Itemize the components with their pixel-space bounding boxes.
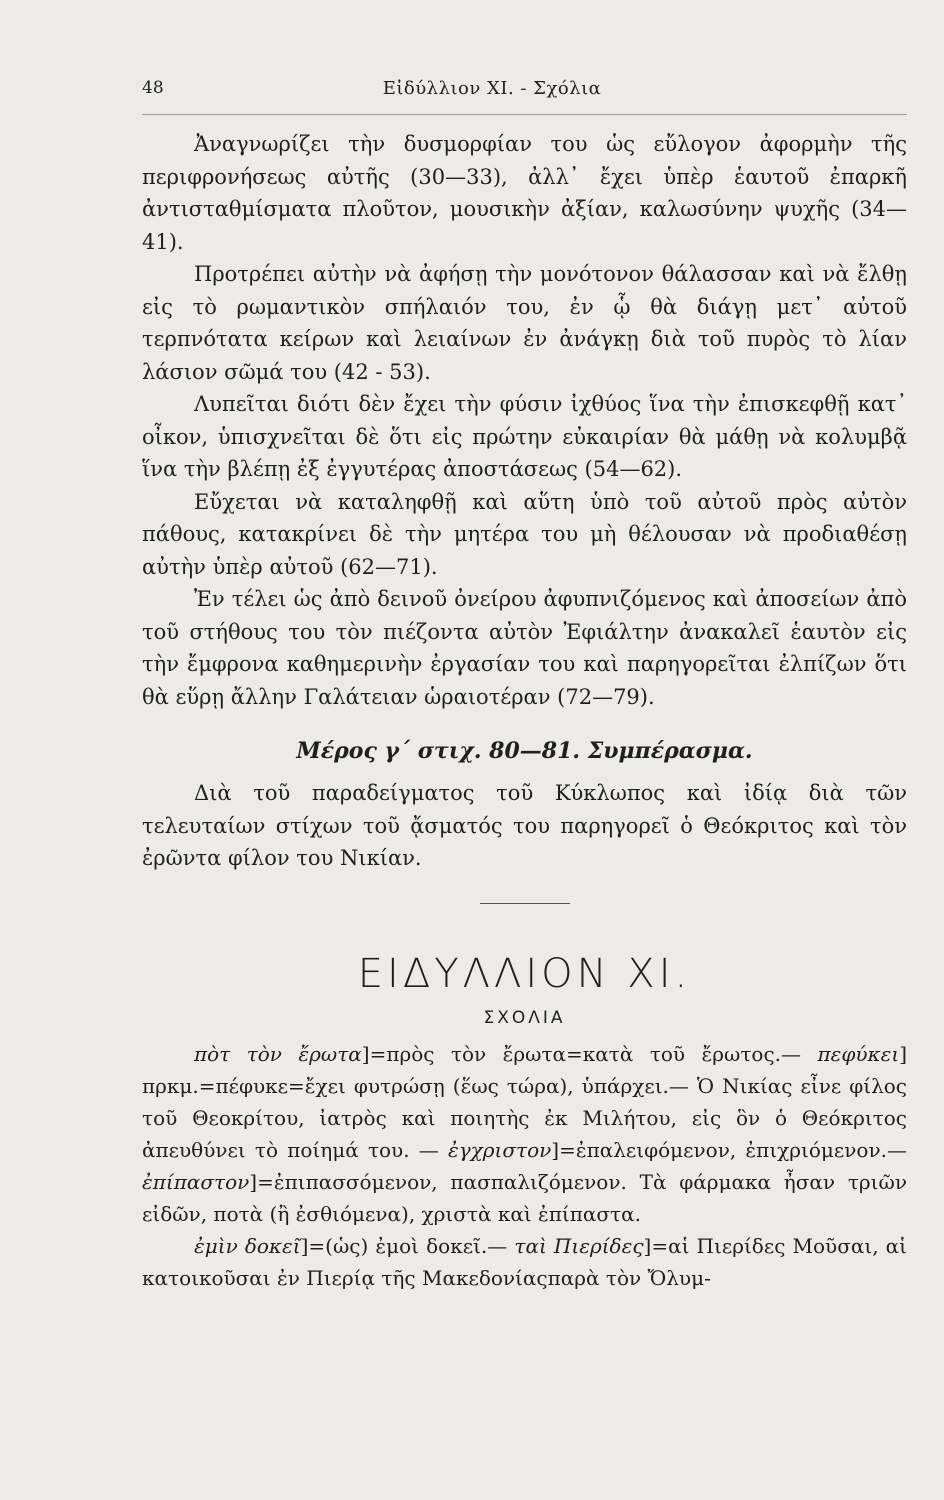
conclusion-paragraph: Διὰ τοῦ παραδείγματος τοῦ Κύκλωπος καὶ ἰδίᾳ διὰ τῶν τελευταίων στίχων τοῦ ᾄσματός του παρηγορεῖ ὁ Θεόκριτος καὶ τὸν ἐρῶντα φίλον του Νικίαν. <box>142 781 907 870</box>
summary-paragraph: Εὔχεται νὰ καταληφθῇ καὶ αὕτη ὑπὸ τοῦ αὐτοῦ πρὸς αὐτὸν πάθους, κατακρίνει δὲ τὴν μητέρα του μὴ θέλουσαν νὰ προδιαθέσῃ αὐτὴν ὑπὲρ αὐτοῦ (62—71). <box>142 489 907 579</box>
lemma-term: ταὶ Πιερίδες <box>514 1233 644 1258</box>
summary-paragraph: Ἀναγνωρίζει τὴν δυσμορφίαν του ὡς εὔλογον ἀφορμὴν τῆς περιφρονήσεως αὐτῆς (30—33), ἀλλ᾽ ἔχει ὑπὲρ ἑαυτοῦ ἐπαρκῆ ἀντισταθμίσματα πλοῦτον, μουσικὴν ἀξίαν, καλωσύνην ψυχῆς (34—41). <box>142 132 907 254</box>
page-header <box>142 78 842 104</box>
idyll-title: ΕΙΔΥΛΛΙΟΝ ΧΙ. <box>357 950 692 997</box>
summary-paragraph: Λυπεῖται διότι δὲν ἔχει τὴν φύσιν ἰχθύος ἵνα τὴν ἐπισκεφθῇ κατ᾽ οἶκον, ὑπισχνεῖται δὲ ὅτι εἰς πρώτην εὐκαιρίαν θὰ μάθῃ νὰ κολυμβᾷ ἵνα τὴν βλέπῃ ἐξ ἐγγυτέρας ἀποστάσεως (54—62). <box>142 392 907 481</box>
summary-paragraph: Προτρέπει αὐτὴν νὰ ἀφήσῃ τὴν μονότονον θάλασσαν καὶ νὰ ἔλθῃ εἰς τὸ ρωμαντικὸν σπήλαιόν του, ἐν ᾧ θὰ διάγῃ μετ᾽ αὐτοῦ τερπνότατα κείρων καὶ λειαίνων ἐν ἀνάγκῃ διὰ τοῦ πυρὸς τὸ λίαν λάσιον σῶμά του (42 - 53). <box>142 262 907 384</box>
running-title: Εἰδύλλιον ΧΙ. - Σχόλια <box>382 78 602 99</box>
header-rule <box>142 114 907 115</box>
note-text: ] πρκμ.=πέφυκε=ἔχει φυτρώσῃ (ἕως τώρα), ὑπάρχει.— Ὁ Νικίας εἶνε φίλος τοῦ Θεοκρίτου, ἰατρὸς καὶ ποιητὴς ἐκ Μιλήτου, εἰς ὃν ὁ Θεόκριτος ἀπευθύνει τὸ ποίημά του. — <box>142 1041 907 1162</box>
page-number: 48 <box>142 78 164 98</box>
scholia-note <box>142 1038 907 1230</box>
note-text: ]=(ὡς) ἐμοὶ δοκεῖ.— <box>300 1233 515 1258</box>
scholia-note <box>142 1230 907 1294</box>
lemma-term: πὸτ τὸν ἔρωτα <box>194 1041 362 1066</box>
lemma-term: ἐμὶν δοκεῖ <box>194 1233 301 1258</box>
page-body <box>142 128 907 1294</box>
summary-paragraph: Ἐν τέλει ὡς ἀπὸ δεινοῦ ὀνείρου ἀφυπνιζόμενος καὶ ἀποσείων ἀπὸ τοῦ στήθους του τὸν πιέζοντα αὐτὸν Ἐφιάλτην ἀνακαλεῖ ἑαυτὸν εἰς τὴν ἔμφρονα καθημερινὴν ἐργασίαν του καὶ παρηγορεῖται ἐλπίζων ὅτι θὰ εὕρῃ ἄλλην Γαλάτειαν ὡραιοτέραν (72—79). <box>142 587 907 709</box>
note-text: ]=αἱ Πιερίδες Μοῦσαι, αἱ κατοικοῦσαι ἐν Πιερίᾳ τῆς Μακεδονίαςπαρὰ τὸν Ὄλυμ- <box>142 1233 908 1290</box>
note-text: ]=πρὸς τὸν ἔρωτα=κατὰ τοῦ ἔρωτος.— <box>361 1041 818 1066</box>
scholia-notes <box>142 1038 907 1294</box>
separator-rule <box>480 903 570 904</box>
note-text: ]=ἐπιπασσόμενον, πασπαλιζόμενον. Τὰ φάρμακα ἦσαν τριῶν εἰδῶν, ποτὰ (ἢ ἐσθιόμενα), χριστὰ καὶ ἐπίπαστα. <box>142 1169 907 1226</box>
lemma-term: ἐπίπαστον <box>142 1169 250 1194</box>
note-text: ]=ἐπαλειφόμενον, ἐπιχριόμενον.— <box>551 1137 907 1162</box>
lemma-term: πεφύκει <box>817 1041 900 1066</box>
scholia-title: ΣΧΟΛΙΑ <box>483 1007 566 1028</box>
lemma-term: ἐγχριστον <box>447 1137 552 1162</box>
section-heading: Μέρος γ΄ στιχ. 80—81. Συμπέρασμα. <box>296 738 753 764</box>
